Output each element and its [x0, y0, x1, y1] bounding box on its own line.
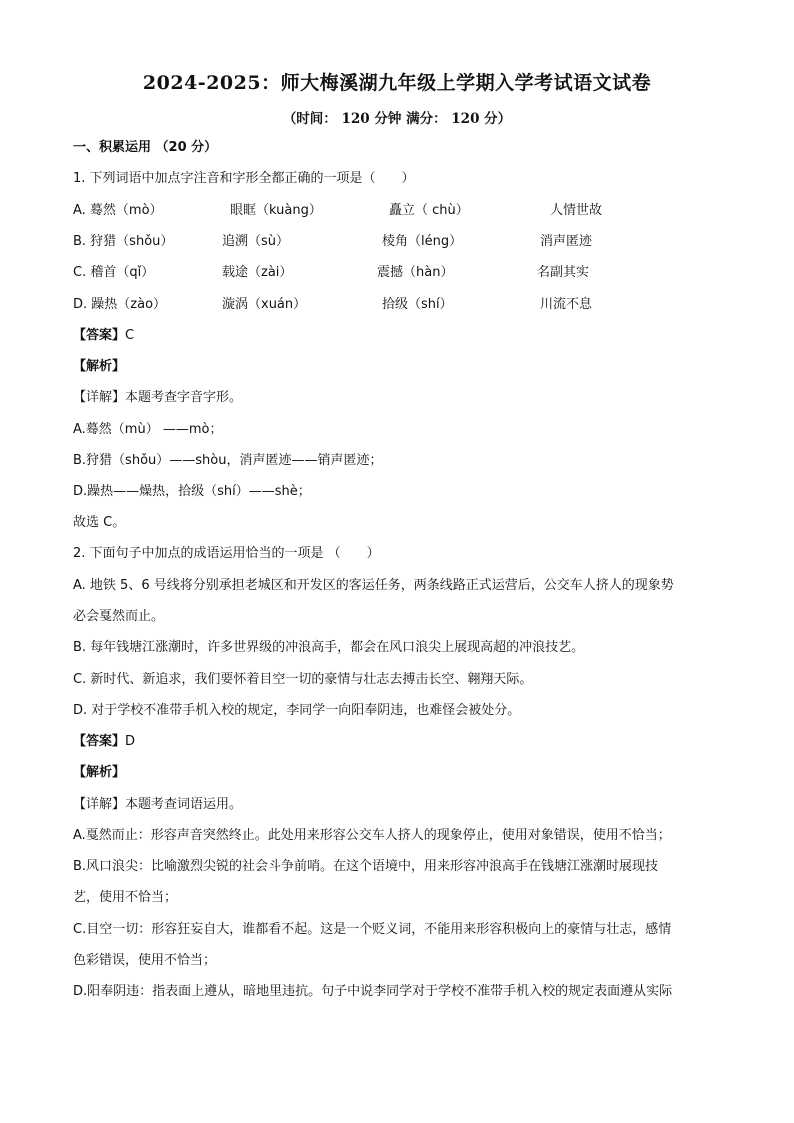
answer-tag: 【答案】: [73, 734, 126, 749]
question-2-answer: [73, 733, 135, 751]
answer-value: C: [125, 328, 135, 343]
question-2-explanation-line: 色彩错误，使用不恰当；: [73, 953, 217, 968]
question-1-conclusion: 故选 C。: [73, 515, 126, 530]
option-d-word-3: 拾级（shí）: [382, 297, 453, 312]
option-a-word-2: 眼眶（kuàng）: [230, 203, 322, 218]
question-2-option-c: C. 新时代、新追求，我们要怀着目空一切的豪情与壮志去搏击长空、翱翔天际。: [73, 672, 533, 687]
question-1-analysis-tag: 【解析】: [73, 359, 126, 374]
option-c-word-3: 震撼（hàn）: [377, 265, 454, 280]
question-2-explanation-line: D.阳奉阴违：指表面上遵从，暗地里违抗。句子中说李同学对于学校不准带手机入校的规定表面遵从实际: [73, 984, 673, 999]
question-2-explanation-line: A.戛然而止：形容声音突然终止。此处用来形容公交车人挤人的现象停止，使用对象错误，使用不恰当；: [73, 828, 671, 843]
answer-value: D: [125, 734, 136, 749]
option-c-word-1: C. 稽首（qǐ）: [73, 265, 155, 280]
answer-tag: 【答案】: [73, 328, 126, 343]
question-1-explanation-line: A.蓦然（mù） ——mò；: [73, 422, 223, 437]
option-b-word-4: 消声匿迹: [540, 234, 593, 249]
question-1-answer: [73, 327, 134, 345]
question-1-explanation-line: D.躁热——燥热，拾级（shí）——shè；: [73, 484, 311, 499]
option-c-word-2: 载途（zài）: [222, 265, 293, 280]
question-2-explanation-line: B.风口浪尖：比喻激烈尖锐的社会斗争前哨。在这个语境中，用来形容冲浪高手在钱塘江涨潮时展现技: [73, 859, 659, 874]
option-a-word-4: 人情世故: [550, 203, 603, 218]
option-d-word-2: 漩涡（xuán）: [222, 297, 307, 312]
question-2-option-a-cont: 必会戛然而止。: [73, 609, 165, 624]
option-c-word-4: 名副其实: [537, 265, 590, 280]
question-2-explanation-line: C.目空一切：形容狂妄自大，谁都看不起。这是一个贬义词，不能用来形容积极向上的豪情与壮志，感情: [73, 922, 672, 937]
question-2-option-b: B. 每年钱塘江涨潮时，许多世界级的冲浪高手，都会在风口浪尖上展现高超的冲浪技艺。: [73, 640, 585, 655]
option-b-word-1: B. 狩猎（shǒu）: [73, 234, 174, 249]
question-2-stem: 2. 下面句子中加点的成语运用恰当的一项是 （ ）: [73, 546, 380, 561]
option-a-word-3: 矗立（ chù）: [389, 203, 469, 218]
question-2-analysis-tag: 【解析】: [73, 765, 126, 780]
page-title: 2024-2025：师大梅溪湖九年级上学期入学考试语文试卷: [142, 72, 652, 94]
question-2-explanation-line: 艺，使用不恰当；: [73, 890, 178, 905]
exam-info: （时间： 120 分钟 满分： 120 分）: [282, 111, 512, 127]
question-2-detail: 【详解】本题考查词语运用。: [73, 797, 243, 812]
option-a-word-1: A. 蓦然（mò）: [73, 203, 163, 218]
question-1-explanation-line: B.狩猎（shǒu）——shòu，消声匿迹——销声匿迹；: [73, 453, 383, 468]
option-b-word-3: 棱角（léng）: [382, 234, 463, 249]
question-1-stem: 1. 下列词语中加点字注音和字形全都正确的一项是（ ）: [73, 171, 415, 186]
question-2-option-d: D. 对于学校不准带手机入校的规定，李同学一向阳奉阴违，也难怪会被处分。: [73, 703, 521, 718]
question-2-option-a: A. 地铁 5、6 号线将分别承担老城区和开发区的客运任务，两条线路正式运营后，公交车人挤人的现象势: [73, 578, 674, 593]
option-b-word-2: 追溯（sù）: [222, 234, 290, 249]
option-d-word-1: D. 躁热（zào）: [73, 297, 167, 312]
option-d-word-4: 川流不息: [540, 297, 593, 312]
section-heading: 一、积累运用 （20 分）: [73, 140, 218, 155]
question-1-detail: 【详解】本题考查字音字形。: [73, 390, 243, 405]
